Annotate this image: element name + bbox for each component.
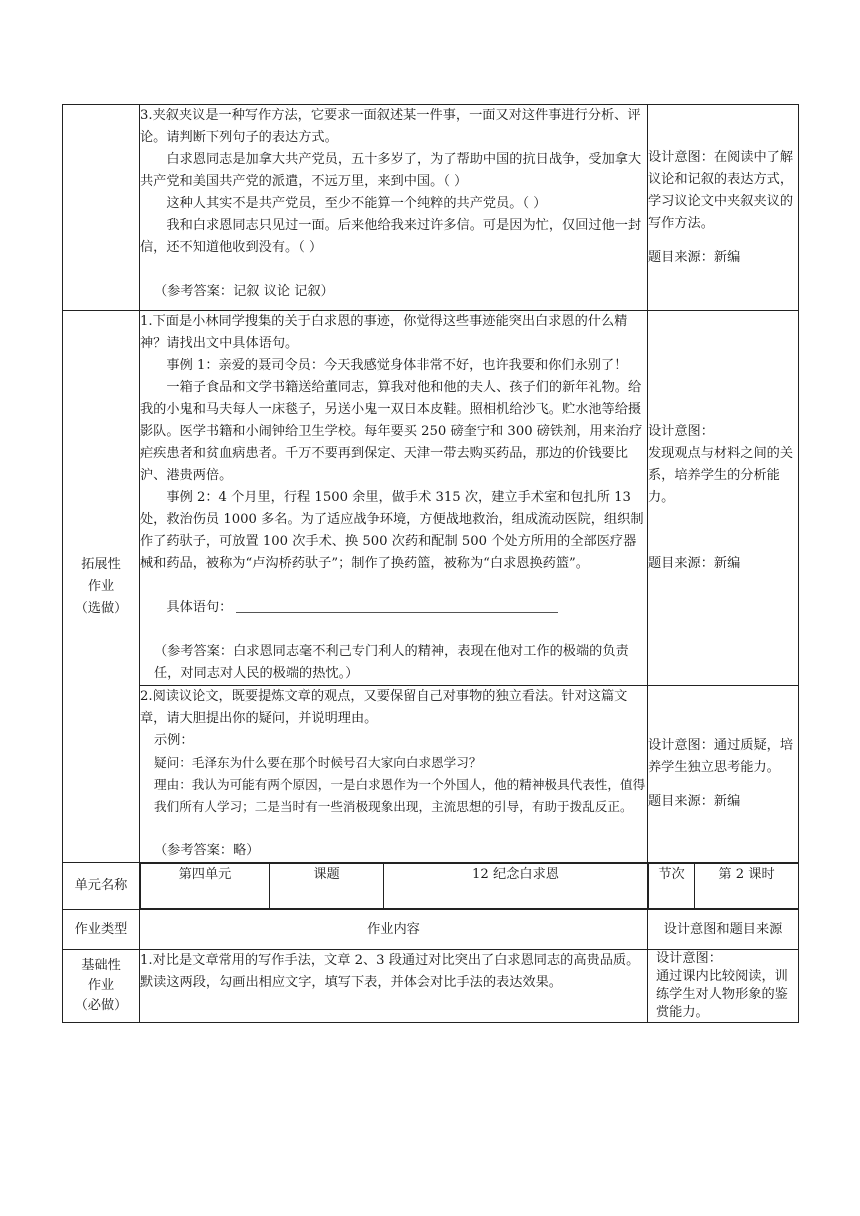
extended-q2-question: 疑问：毛泽东为什么要在那个时候号召大家向白求恩学习？ — [154, 755, 482, 770]
extended-label-1: 拓展性 — [81, 556, 121, 572]
unit-info-inner — [140, 863, 647, 909]
basic-label-cell — [63, 950, 140, 1023]
answer-blank-line[interactable] — [236, 598, 558, 613]
extended-q1-fill — [140, 597, 647, 619]
content-label: 作业内容 — [140, 910, 648, 950]
q3-content — [140, 105, 648, 311]
row-basic — [63, 950, 799, 1023]
q3-source: 题目来源：新编 — [648, 249, 741, 265]
q3-intent: 设计意图：在阅读中了解议论和记叙的表达方式，学习议论文中夹叙夹议的写作方法。 — [648, 149, 794, 231]
basic-q1-content — [140, 950, 648, 1023]
extended-q2-content — [140, 686, 648, 863]
extended-q1-intent-title: 设计意图： — [648, 424, 714, 439]
intent-source-label: 设计意图和题目来源 — [648, 910, 799, 950]
q3-sentence-2: 这种人其实不是共产党员，至少不能算一个纯粹的共产党员。（ ） — [166, 196, 547, 211]
extended-q1-example1a: 事例 1：亲爱的聂司令员：今天我感觉身体非常不好，也许我要和你们永别了！ — [166, 358, 628, 373]
row-extended-q2 — [63, 686, 799, 863]
extended-q1-example1b: 一箱子食品和文学书籍送给董同志，算我对他和他的夫人、孩子们的新年礼物。给我的小鬼和马夫每人一床毯子，另送小鬼一双日本皮鞋。照相机给沙飞。贮水池等给摄影队。医学书籍和小闹钟给卫生学校。每年要买 250 磅奎宁和 300 磅铁剂，用来治疗疟疾患者和贫血病患者。千万不要再到保定、天津一带去购买药品，那边的价钱要比沪、港贵两倍。 — [140, 380, 643, 483]
q3-intent-cell — [648, 105, 799, 311]
session-label: 节次 — [649, 864, 695, 909]
extended-q2-example-label: 示例： — [154, 733, 194, 748]
extended-q1-example2: 事例 2：4 个月里，行程 1500 余里，做手术 315 次，建立手术室和包扎所 13 处，救治伤员 1000 多名。为了适应战争环境，方便战地救治，组成流动医院，组织制作了药驮子，可放置 100 次手术、换 500 次药和配制 500 个处方所用的全部医疗器械和药品，被称为“卢沟桥药驮子”；制作了换药篮，被称为“白求恩换药篮”。 — [140, 490, 644, 571]
extended-q2-answer: （参考答案：略） — [154, 843, 260, 858]
row-extended-q1 — [63, 311, 799, 686]
homework-table — [62, 104, 799, 1023]
extended-q1-answer: （参考答案：白求恩同志毫不利己专门利人的精神，表现在他对工作的极端的负责任，对同志对人民的极端的热忱。） — [154, 644, 629, 681]
extended-q2-source: 题目来源：新编 — [648, 794, 741, 809]
session-inner — [648, 863, 798, 909]
basic-intent-title: 设计意图： — [656, 951, 722, 966]
extended-label-cell — [63, 311, 140, 863]
unit-label: 单元名称 — [63, 863, 140, 910]
unit-info-middle — [140, 863, 648, 910]
basic-label-3: （必做） — [74, 998, 128, 1013]
row-type-header — [63, 910, 799, 950]
extended-q1-content — [140, 311, 648, 686]
extended-q2-reason: 理由：我认为可能有两个原因，一是白求恩作为一个外国人，他的精神极具代表性，值得我们所有人学习；二是当时有一些消极现象出现，主流思想的引导，有助于拨乱反正。 — [154, 777, 646, 814]
q3-answer: （参考答案：记叙 议论 记叙） — [154, 284, 334, 299]
label-cell-empty — [63, 105, 140, 311]
session-value: 第 2 课时 — [695, 864, 799, 909]
q3-sentence-3: 我和白求恩同志只见过一面。后来他给我来过许多信。可是因为忙，仅回过他一封信，还不知道他收到没有。（ ） — [140, 218, 642, 255]
extended-q2-intent-cell — [648, 686, 799, 863]
extended-label-2: 作业 — [87, 578, 115, 594]
q3-sentence-1: 白求恩同志是加拿大共产党员，五十多岁了，为了帮助中国的抗日战争，受加拿大共产党和美国共产党的派遣，不远万里，来到中国。（ ） — [140, 152, 642, 189]
extended-q2-intro: 2.阅读议论文，既要提炼文章的观点，又要保留自己对事物的独立看法。针对这篇文章，请大胆提出你的疑问，并说明理由。 — [140, 689, 628, 726]
extended-q1-source: 题目来源：新编 — [648, 556, 741, 571]
unit-value: 第四单元 — [141, 864, 270, 909]
extended-q2-intent: 设计意图：通过质疑，培养学生独立思考能力。 — [648, 738, 794, 775]
basic-intent-cell — [648, 950, 799, 1023]
extended-q1-intent-body: 发现观点与材料之间的关系，培养学生的分析能力。 — [648, 446, 794, 505]
basic-intent-body: 通过课内比较阅读，训练学生对人物形象的鉴赏能力。 — [656, 969, 788, 1020]
extended-q1-intent-cell — [648, 311, 799, 686]
q3-intro: 3.夹叙夹议是一种写作方法，它要求一面叙述某一件事，一面又对这件事进行分析、评论。请判断下列句子的表达方式。 — [140, 108, 641, 145]
extended-label-3: （选做） — [74, 600, 128, 616]
type-label: 作业类型 — [63, 910, 140, 950]
basic-q1: 1.对比是文章常用的写作手法，文章 2、3 段通过对比突出了白求恩同志的高贵品质。默读这两段，勾画出相应文字，填写下表，并体会对比手法的表达效果。 — [140, 953, 640, 990]
row-q3 — [63, 105, 799, 311]
basic-label-1: 基础性 — [81, 958, 121, 973]
lesson-label: 课题 — [270, 864, 384, 909]
row-unit-info — [63, 863, 799, 910]
extended-q1-intro: 1.下面是小林同学搜集的关于白求恩的事迹，你觉得这些事迹能突出白求恩的什么精神？请找出文中具体语句。 — [140, 314, 628, 351]
basic-label-2: 作业 — [87, 978, 115, 993]
session-cell — [648, 863, 799, 910]
fill-label: 具体语句： — [166, 600, 233, 615]
lesson-value: 12 纪念白求恩 — [384, 864, 648, 909]
